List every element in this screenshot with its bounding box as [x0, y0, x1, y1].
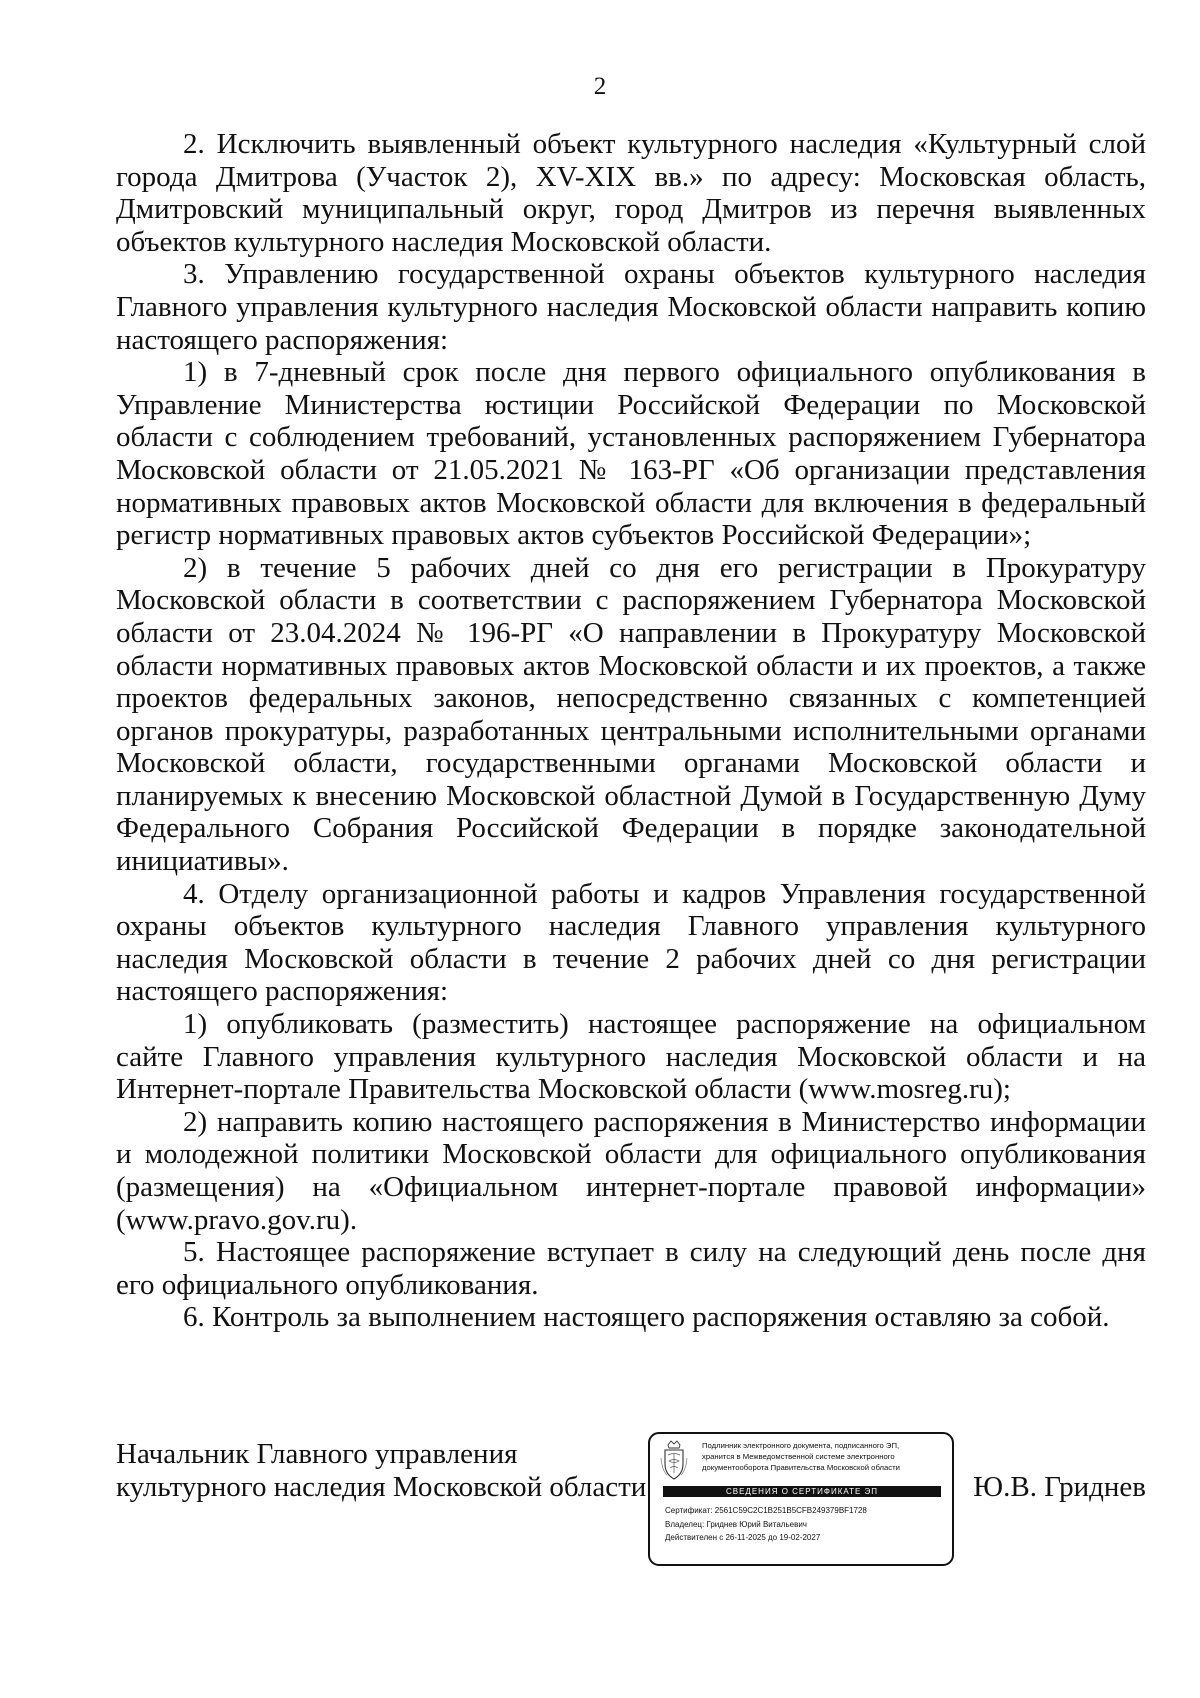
- stamp-note-line-3: документооборота Правительства Московской области: [702, 1462, 900, 1472]
- stamp-note-line-1: Подлинник электронного документа, подписанного ЭП,: [702, 1441, 900, 1450]
- stamp-header: СВЕДЕНИЯ О СЕРТИФИКАТЕ ЭП: [663, 1486, 941, 1497]
- signature-block: [116, 1432, 1146, 1572]
- signer-position-line-2: культурного наследия Московской области: [116, 1471, 647, 1503]
- paragraph-item-5: 5. Настоящее распоряжение вступает в силу на следующий день после дня его официального опубликования.: [116, 1236, 1146, 1301]
- document-body: [116, 128, 1146, 1334]
- paragraph-item-4-2: 2) направить копию настоящего распоряжения в Министерство информации и молодежной политики Московской области для официального опубликования (размещения) на «Официальном интернет-портале правовой информации» (www.pravo.gov.ru).: [116, 1105, 1146, 1236]
- page-number: 2: [593, 73, 607, 100]
- paragraph-item-3-2: 2) в течение 5 рабочих дней со дня его регистрации в Прокуратуру Московской области в соответствии с распоряжением Губернатора Московской области от 23.04.2024 № 196-РГ «О направлении в Прокуратуру Московской области нормативных правовых актов Московской области и их проектов, а также проектов федеральных законов, непосредственно связанных с компетенцией органов прокуратуры, разработанных центральными исполнительными органами Московской области, государственными органами Московской области и планируемых к внесению Московской областной Думой в Государственную Думу Федерального Собрания Российской Федерации в порядке законодательной инициативы».: [116, 551, 1146, 878]
- paragraph-item-3-1: 1) в 7-дневный срок после дня первого официального опубликования в Управление Министерства юстиции Российской Федерации по Московской области с соблюдением требований, установленных распоряжением Губернатора Московской области от 21.05.2021 № 163-РГ «Об организации представления нормативных правовых актов Московской области для включения в федеральный регистр нормативных правовых актов субъектов Российской Федерации»;: [116, 356, 1146, 552]
- coat-of-arms-icon: [659, 1440, 689, 1482]
- stamp-note: [702, 1441, 948, 1473]
- paragraph-item-4-1: 1) опубликовать (разместить) настоящее распоряжение на официальном сайте Главного управления культурного наследия Московской области и на Интернет-портале Правительства Московской области (www.mosreg.ru);: [116, 1008, 1146, 1106]
- paragraph-item-4: 4. Отделу организационной работы и кадров Управления государственной охраны объектов культурного наследия Главного управления культурного наследия Московской области в течение 2 рабочих дней со дня регистрации настоящего распоряжения:: [116, 877, 1146, 1008]
- stamp-note-line-2: хранится в Межведомственной системе электронного: [702, 1451, 895, 1461]
- stamp-certificate: Сертификат: 2561C59C2C1B251B5CFB249379BF1728: [665, 1506, 867, 1515]
- paragraph-item-6: 6. Контроль за выполнением настоящего распоряжения оставляю за собой.: [183, 1301, 1110, 1334]
- stamp-validity: Действителен с 26-11-2025 до 19-02-2027: [665, 1533, 821, 1542]
- paragraph-item-2: 2. Исключить выявленный объект культурного наследия «Культурный слой города Дмитрова (Участок 2), XV-XIX вв.» по адресу: Московская область, Дмитровский муниципальный округ, город Дмитров из перечня выявленных объектов культурного наследия Московской области.: [116, 128, 1146, 258]
- signer-position-line-1: Начальник Главного управления: [116, 1438, 518, 1470]
- paragraph-item-3: 3. Управлению государственной охраны объектов культурного наследия Главного управления культурного наследия Московской области направить копию настоящего распоряжения:: [116, 258, 1146, 356]
- stamp-details: [665, 1504, 945, 1545]
- signer-position: [116, 1438, 656, 1504]
- stamp-owner: Владелец: Гриднев Юрий Витальевич: [665, 1519, 807, 1529]
- signer-name: Ю.В. Гриднев: [973, 1471, 1146, 1503]
- electronic-signature-stamp: [648, 1432, 954, 1566]
